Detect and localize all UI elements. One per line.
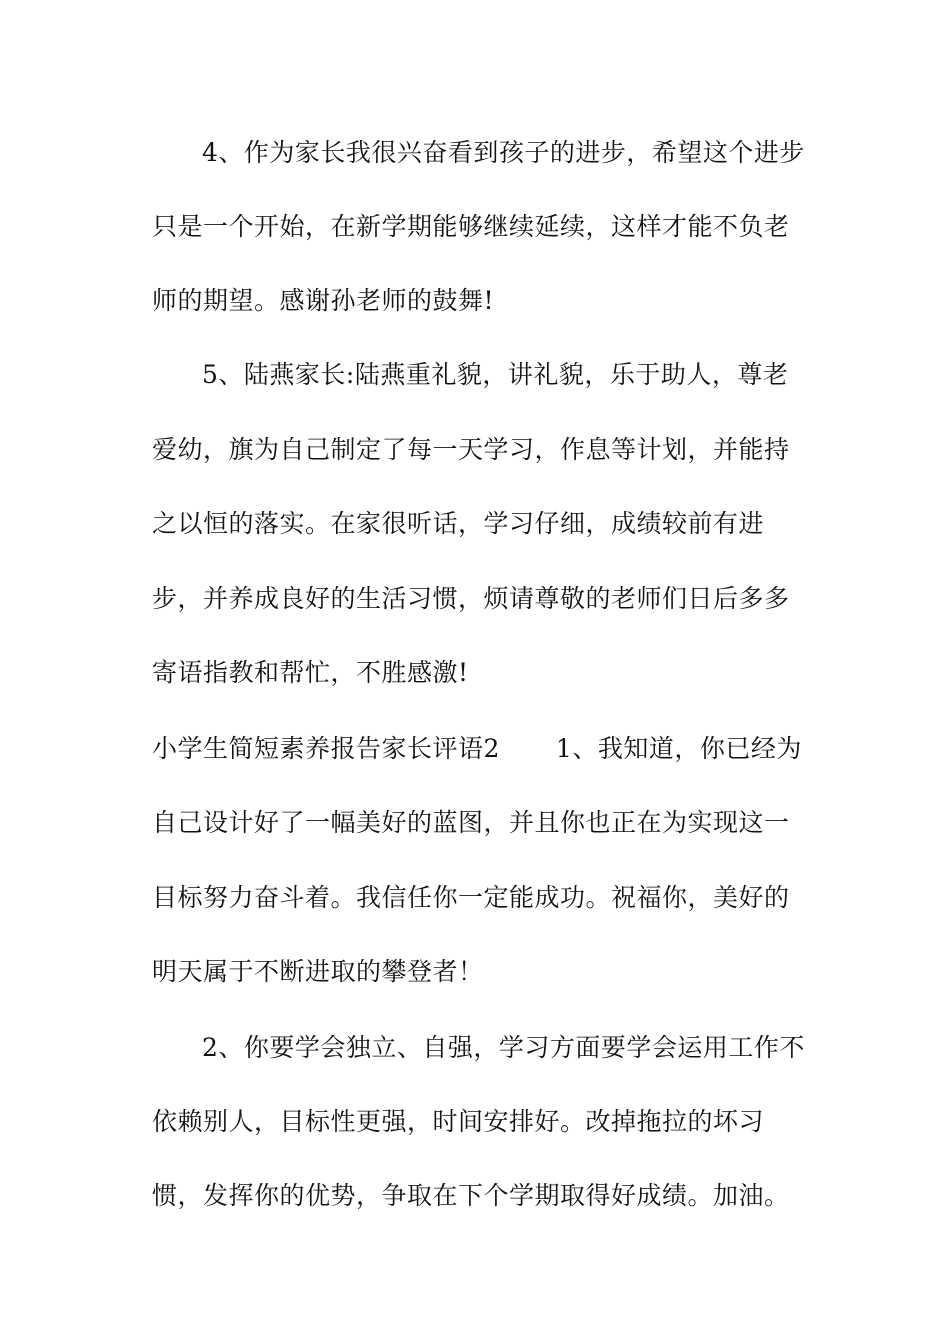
- text-line: 只是一个开始，在新学期能够继续延续，这样才能不负老: [152, 212, 790, 241]
- text-segment: 1、我知道，你已经为: [555, 734, 802, 763]
- section-heading: 小学生简短素养报告家长评语2: [152, 734, 500, 763]
- text-line: 4、作为家长我很兴奋看到孩子的进步，希望这个进步: [202, 138, 805, 167]
- text-line: 寄语指教和帮忙，不胜感激!: [152, 658, 469, 687]
- text-line: 师的期望。感谢孙老师的鼓舞!: [152, 286, 495, 315]
- section-heading-line: [152, 733, 802, 765]
- text-line: 明天属于不断进取的攀登者！: [152, 957, 484, 986]
- text-line: 自己设计好了一幅美好的蓝图，并且你也正在为实现这一: [152, 808, 790, 837]
- text-line: 爱幼，旗为自己制定了每一天学习，作息等计划，并能持: [152, 435, 790, 464]
- text-line: 步，并养成良好的生活习惯，烦请尊敬的老师们日后多多: [152, 584, 790, 613]
- text-line: 2、你要学会独立、自强，学习方面要学会运用工作不: [202, 1033, 805, 1062]
- text-line: 5、陆燕家长:陆燕重礼貌，讲礼貌，乐于助人，尊老: [202, 360, 789, 389]
- text-line: 之以恒的落实。在家很听话，学习仔细，成绩较前有进: [152, 509, 765, 538]
- text-line: 目标努力奋斗着。我信任你一定能成功。祝福你，美好的: [152, 883, 790, 912]
- text-line: 惯，发挥你的优势，争取在下个学期取得好成绩。加油。: [152, 1181, 790, 1210]
- text-line: 依赖别人，目标性更强，时间安排好。改掉拖拉的坏习: [152, 1107, 765, 1136]
